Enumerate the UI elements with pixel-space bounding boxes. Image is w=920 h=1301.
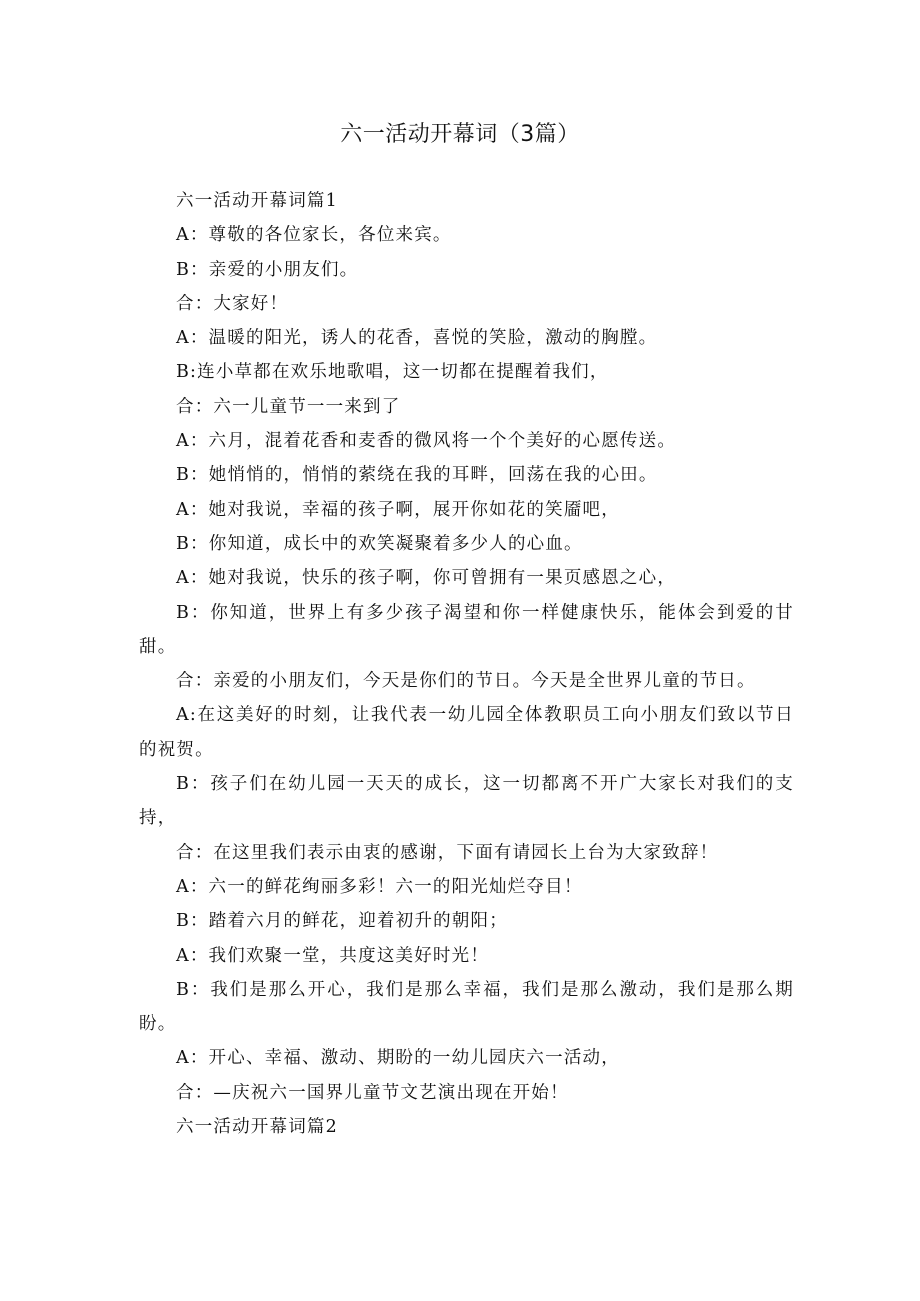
paragraph: A：六月，混着花香和麦香的微风将一个个美好的心愿传送。 [176, 431, 677, 452]
paragraph: B：孩子们在幼儿园一天天的成长，这一切都离不开广大家长对我们的支持， [139, 774, 794, 829]
paragraph: A：六一的鲜花绚丽多彩！六一的阳光灿烂夺目！ [176, 876, 583, 897]
paragraph: B：她悄悄的，悄悄的萦绕在我的耳畔，回荡在我的心田。 [176, 465, 658, 486]
paragraph: 合：亲爱的小朋友们，今天是你们的节日。今天是全世界儿童的节日。 [176, 671, 756, 692]
paragraph: B:连小草都在欢乐地歌唱，这一切都在提醒着我们， [176, 362, 609, 383]
paragraph: 合：—庆祝六一国界儿童节文艺演出现在开始！ [176, 1082, 569, 1103]
paragraph: A：温暖的阳光，诱人的花香，喜悦的笑脸，激动的胸膛。 [176, 328, 658, 349]
paragraph: B：踏着六月的鲜花，迎着初升的朝阳； [176, 911, 508, 932]
paragraph: 合：大家好！ [176, 293, 289, 314]
paragraph: A:在这美好的时刻，让我代表一幼儿园全体教职员工向小朋友们致以节日的祝贺。 [139, 705, 794, 760]
paragraph: 合：六一儿童节一一来到了 [176, 396, 401, 417]
section-heading-1: 六一活动开幕词篇1 [176, 191, 338, 211]
paragraph: B：亲爱的小朋友们。 [176, 259, 359, 280]
paragraph: B：我们是那么开心，我们是那么幸福，我们是那么激动，我们是那么期盼。 [139, 979, 794, 1035]
paragraph: A：我们欢聚一堂，共度这美好时光！ [176, 945, 490, 966]
document-body [139, 184, 794, 1144]
paragraph: A：她对我说，幸福的孩子啊，展开你如花的笑靥吧， [176, 499, 620, 520]
paragraph: A：开心、幸福、激动、期盼的一幼儿园庆六一活动， [176, 1048, 620, 1069]
paragraph: A：她对我说，快乐的孩子啊，你可曾拥有一果页感恩之心， [176, 568, 677, 589]
section-heading-2: 六一活动开幕词篇2 [176, 1117, 338, 1138]
paragraph: A：尊敬的各位家长，各位来宾。 [176, 225, 452, 246]
paragraph: B：你知道，世界上有多少孩子渴望和你一样健康快乐，能体会到爱的甘甜。 [139, 602, 794, 657]
paragraph: B：你知道，成长中的欢笑凝聚着多少人的心血。 [176, 533, 583, 554]
document-title: 六一活动开幕词（3篇） [340, 122, 580, 147]
paragraph: 合：在这里我们表示由衷的感谢，下面有请园长上台为大家致辞！ [176, 842, 719, 863]
